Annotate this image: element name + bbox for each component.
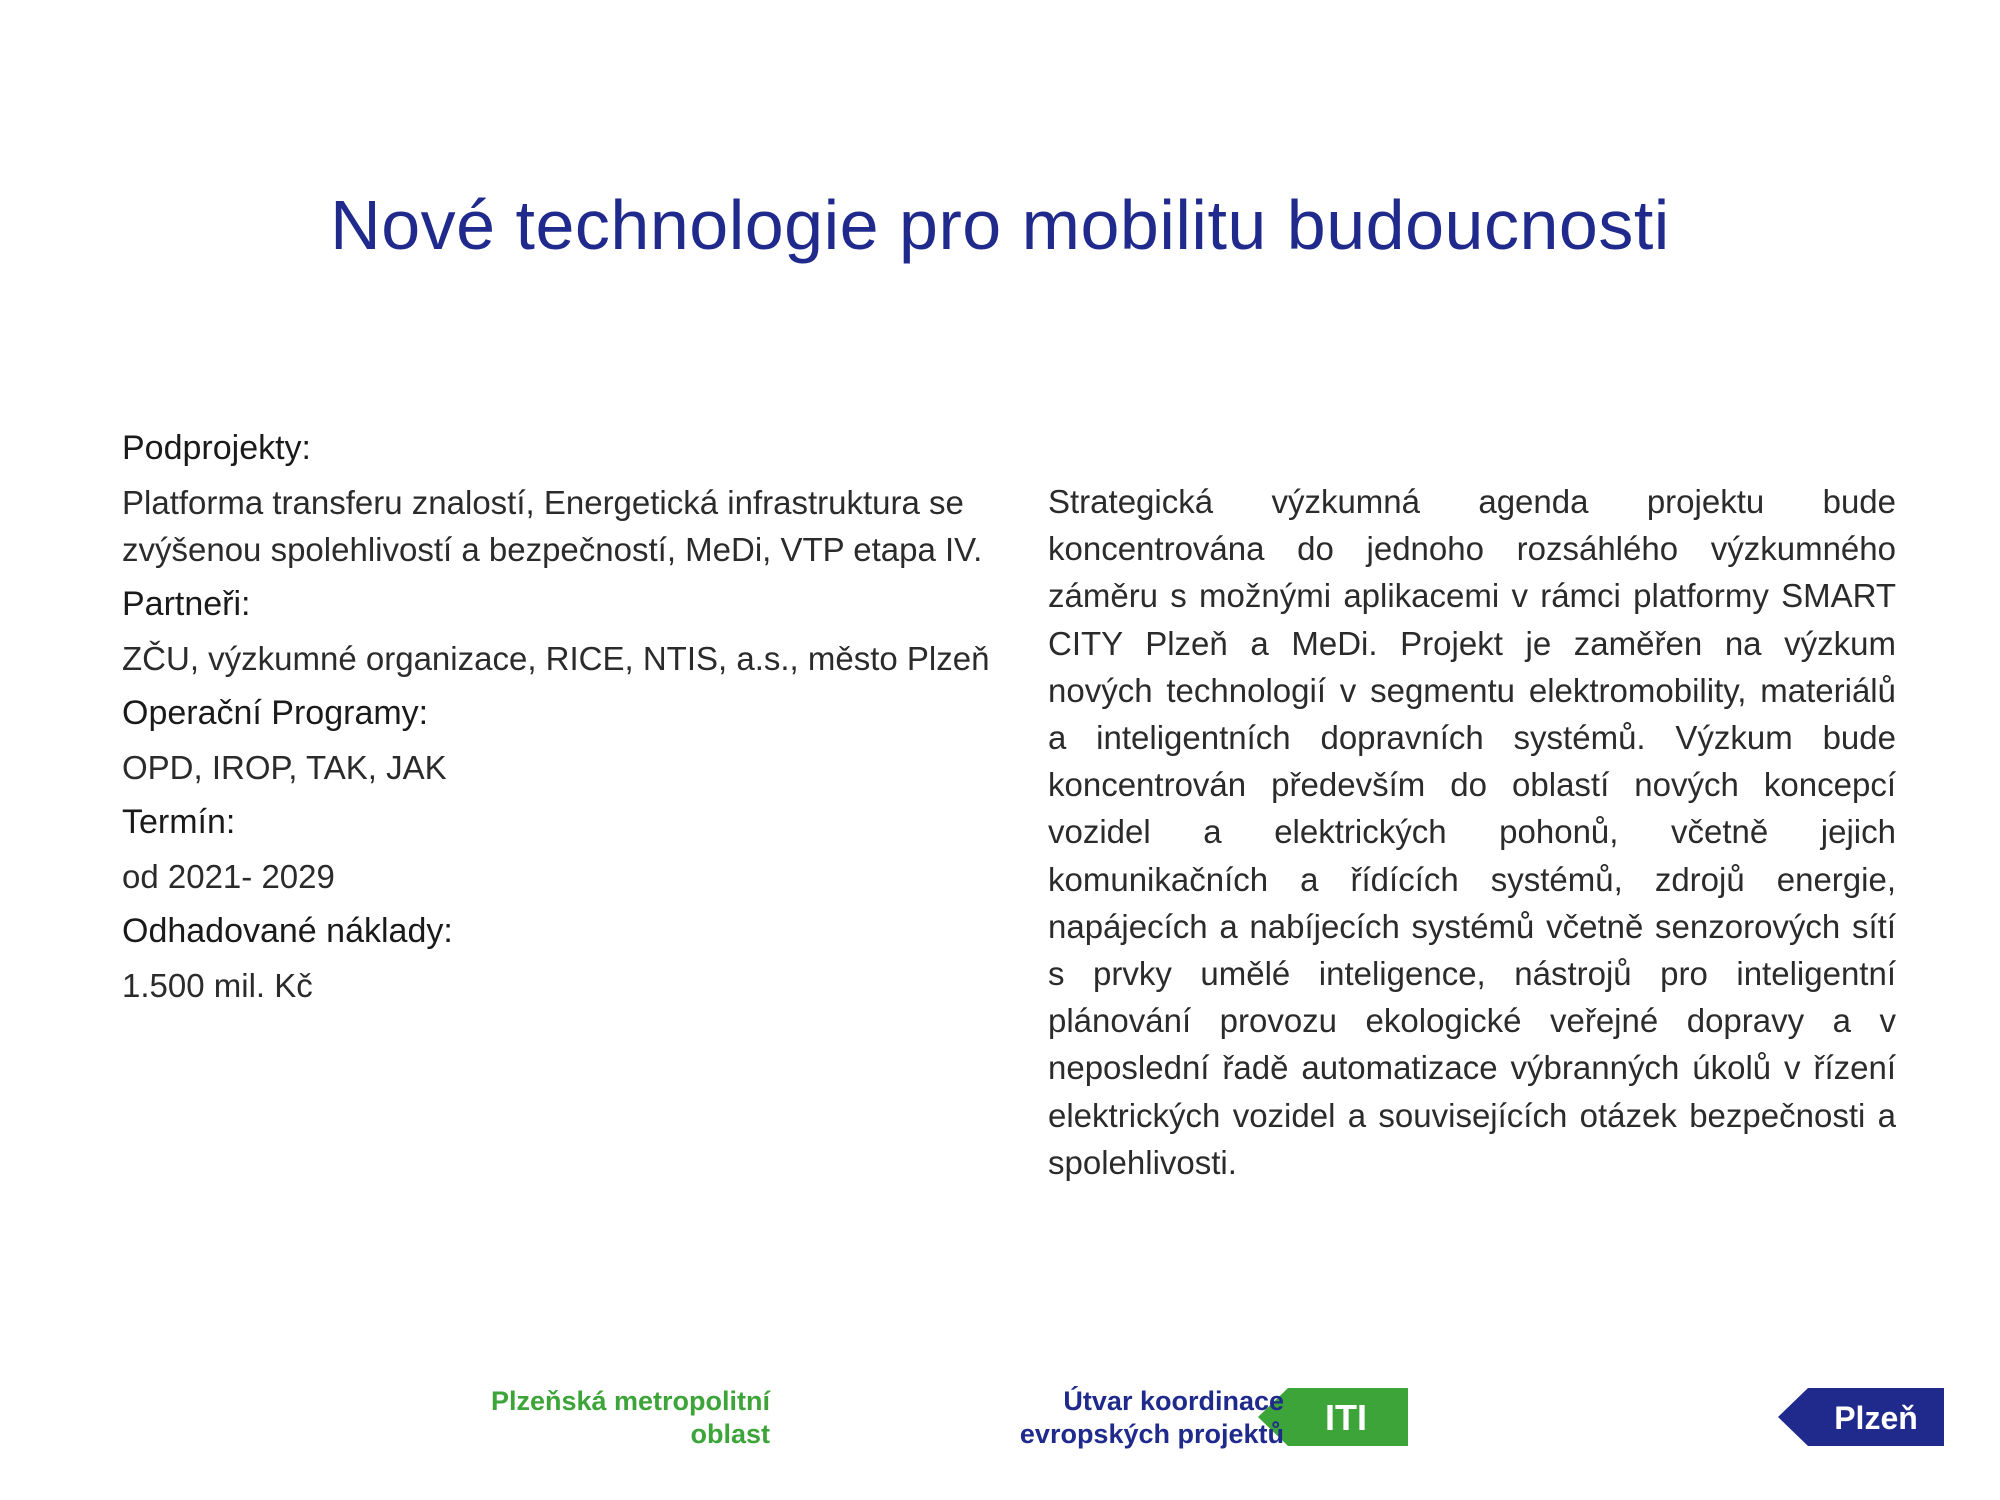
term-label: Termín: bbox=[122, 803, 236, 841]
programs-value: OPD, IROP, TAK, JAK bbox=[122, 749, 447, 786]
footer-logos bbox=[0, 1385, 2000, 1455]
iti-logo-line2: oblast bbox=[690, 1419, 770, 1449]
project-details bbox=[122, 425, 1002, 1017]
utvar-logo-text bbox=[1020, 1385, 1284, 1451]
plzen-badge-icon bbox=[1778, 1388, 1944, 1446]
utvar-logo-line1: Útvar koordinace bbox=[1063, 1386, 1284, 1416]
plzen-badge-text: Plzeň bbox=[1834, 1400, 1918, 1436]
iti-logo-text bbox=[491, 1385, 770, 1451]
programs-label: Operační Programy: bbox=[122, 694, 429, 732]
iti-badge-text: ITI bbox=[1325, 1397, 1367, 1438]
project-description: Strategická výzkumná agenda projektu bude koncentrována do jednoho rozsáhlého výzkumného záměru s možnými aplikacemi v rámci platformy SMART CITY Plzeň a MeDi. Projekt je zaměřen na výzkum nových technologií v segmentu elektromobility, materiálů a inteligentních dopravních systémů. Výzkum bude koncentrován především do oblastí nových koncepcí vozidel a elektrických pohonů, včetně jejich komunikačních a řídících systémů, zdrojů energie, napájecích a nabíjecích systémů včetně senzorových sítí s prvky umělé inteligence, nástrojů pro inteligentní plánování provozu ekologické veřejné dopravy a v neposlední řadě automatizace výbranných úkolů v řízení elektrických vozidel a souvisejících otázek bezpečnosti a spolehlivosti. bbox=[1048, 483, 1896, 1181]
costs-value: 1.500 mil. Kč bbox=[122, 967, 313, 1004]
term-value: od 2021- 2029 bbox=[122, 858, 335, 895]
utvar-logo-line2: evropských projektů bbox=[1019, 1419, 1284, 1449]
iti-logo-line1: Plzeňská metropolitní bbox=[490, 1386, 770, 1416]
costs-label: Odhadované náklady: bbox=[122, 912, 453, 950]
subprojects-label: Podprojekty: bbox=[122, 429, 311, 467]
partners-value: ZČU, výzkumné organizace, RICE, NTIS, a.s., město Plzeň bbox=[122, 640, 990, 677]
subprojects-value: Platforma transferu znalostí, Energetická infrastruktura se zvýšenou spolehlivostí a bezpečností, MeDi, VTP etapa IV. bbox=[122, 484, 983, 568]
page-title: Nové technologie pro mobilitu budoucnosti bbox=[330, 185, 1670, 264]
partners-label: Partneři: bbox=[122, 585, 251, 623]
